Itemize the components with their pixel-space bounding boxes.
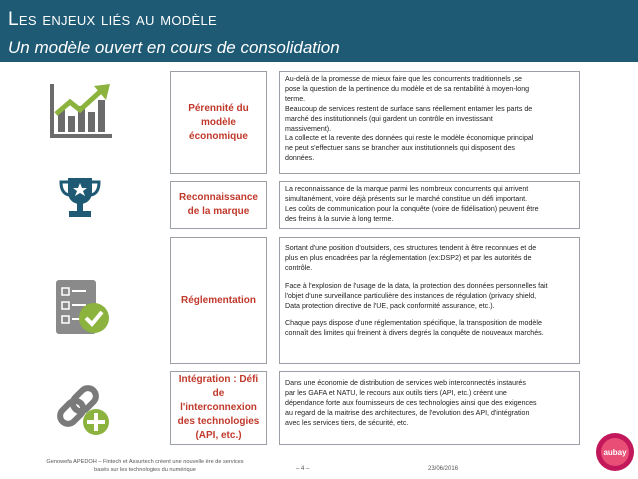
desc-line: Sortant d'une position d'outsiders, ces structures tendent à être reconnues et de — [285, 244, 537, 252]
chain-link-plus-icon — [50, 376, 112, 438]
label-integration — [170, 371, 267, 445]
growth-chart-icon — [44, 80, 116, 142]
desc-line: Au-delà de la promesse de mieux faire que les concurrents traditionnels ,se — [285, 75, 522, 83]
desc-line: Beaucoup de services restent de surface sans réellement entamer les parts de — [285, 104, 533, 113]
page-number: – 4 – — [296, 466, 310, 472]
label-line: des technologies — [177, 416, 260, 427]
desc-line: La collecte et la revente des données qui reste le modèle économique principal — [285, 134, 534, 143]
footer-date: 23/06/2016 — [428, 466, 459, 472]
desc-line: au regard de la maitrise des architectures, de l'evolution des API, d'intégration — [285, 408, 530, 417]
footer-author — [30, 458, 260, 474]
desc-line: connaît des limites qui freinent à divers degrés la conquête de nouveaux marchés. — [285, 329, 544, 338]
desc-line: plus en plus encadrées par la réglementation (ex:DSP2) et par les autorités de — [285, 253, 532, 262]
desc-line: Face à l'explosion de l'usage de la data, la protection des données personnelles fait — [285, 281, 548, 290]
desc-line: des freins à la survie à long terme. — [285, 214, 394, 223]
desc-line: dépendance forte aux fournisseurs de ces technologies ainsi que des exigences — [285, 398, 537, 407]
label-line: (API, etc.) — [195, 430, 242, 441]
label-reconnaissance — [170, 181, 267, 229]
slide-title: Les enjeux liés au modèle — [8, 9, 217, 30]
checklist-icon — [52, 276, 112, 338]
desc-line: massivement). — [285, 124, 332, 133]
desc-line: Data protection directive de l'UE, pack conformité assurance, etc.). — [285, 301, 495, 310]
slide-subtitle: Un modèle ouvert en cours de consolidation — [8, 38, 340, 57]
desc-line: ne peut s'effectuer sans se brancher aux institutionnels qui disposent des — [285, 144, 515, 153]
desc-integration — [279, 371, 580, 445]
label-line: économique — [189, 130, 248, 142]
desc-reconnaissance — [279, 181, 580, 229]
desc-line: Les coûts de communication pour la conquête (voire de fidélisation) peuvent être — [285, 204, 539, 213]
label-line: Intégration : Défi — [178, 374, 259, 385]
label-line: Pérennité du — [188, 102, 249, 114]
label-line: Reconnaissance — [179, 192, 258, 203]
footer-author-line: Genowefa APEDOH – Fintech et Assurtech créent une nouvelle ère de services — [46, 459, 244, 465]
desc-line: marché des institutionnels (qui gardent un contrôle en investissant — [285, 114, 493, 123]
label-line: modèle — [200, 116, 236, 128]
desc-line: données. — [285, 154, 315, 163]
desc-line: par les GAFA et NATU, le recours aux outils tiers (API, etc.) créent une — [285, 388, 507, 397]
footer-author-line: basés sur les technologies du numérique — [94, 467, 196, 473]
desc-line: terme. — [285, 94, 306, 103]
label-line: l'interconnexion — [180, 402, 257, 413]
label-line: de la marque — [187, 206, 250, 217]
desc-reglementation — [279, 237, 580, 364]
desc-line: Chaque pays dispose d'une réglementation spécifique, la transposition de modèle — [285, 319, 542, 328]
desc-line: pose la question de la pertinence du modèle et de sa rentabilité à moyen-long — [285, 84, 530, 93]
trophy-star-icon — [58, 174, 102, 220]
desc-perennite — [279, 71, 580, 174]
label-reglementation — [170, 237, 267, 364]
aubay-logo — [595, 432, 635, 472]
label-perennite — [170, 71, 267, 174]
desc-line: La reconnaissance de la marque parmi les nombreux concurrents qui arrivent — [285, 185, 529, 193]
desc-line: Dans une économie de distribution de services web interconnectés instaurés — [285, 379, 526, 387]
label-line: Réglementation — [180, 294, 256, 306]
slide-header — [0, 0, 638, 62]
desc-line: simultanément, voire déjà présents sur le marché constitue un défi important. — [285, 194, 528, 203]
desc-line: avec les services tiers, de sécurité, etc. — [285, 418, 409, 427]
desc-line: l'objet d'une surveillance particulière des instances de régulation (privacy shield, — [285, 291, 537, 300]
label-line: de — [212, 388, 225, 399]
logo-text: aubay — [603, 448, 627, 457]
desc-line: contrôle. — [285, 263, 313, 272]
